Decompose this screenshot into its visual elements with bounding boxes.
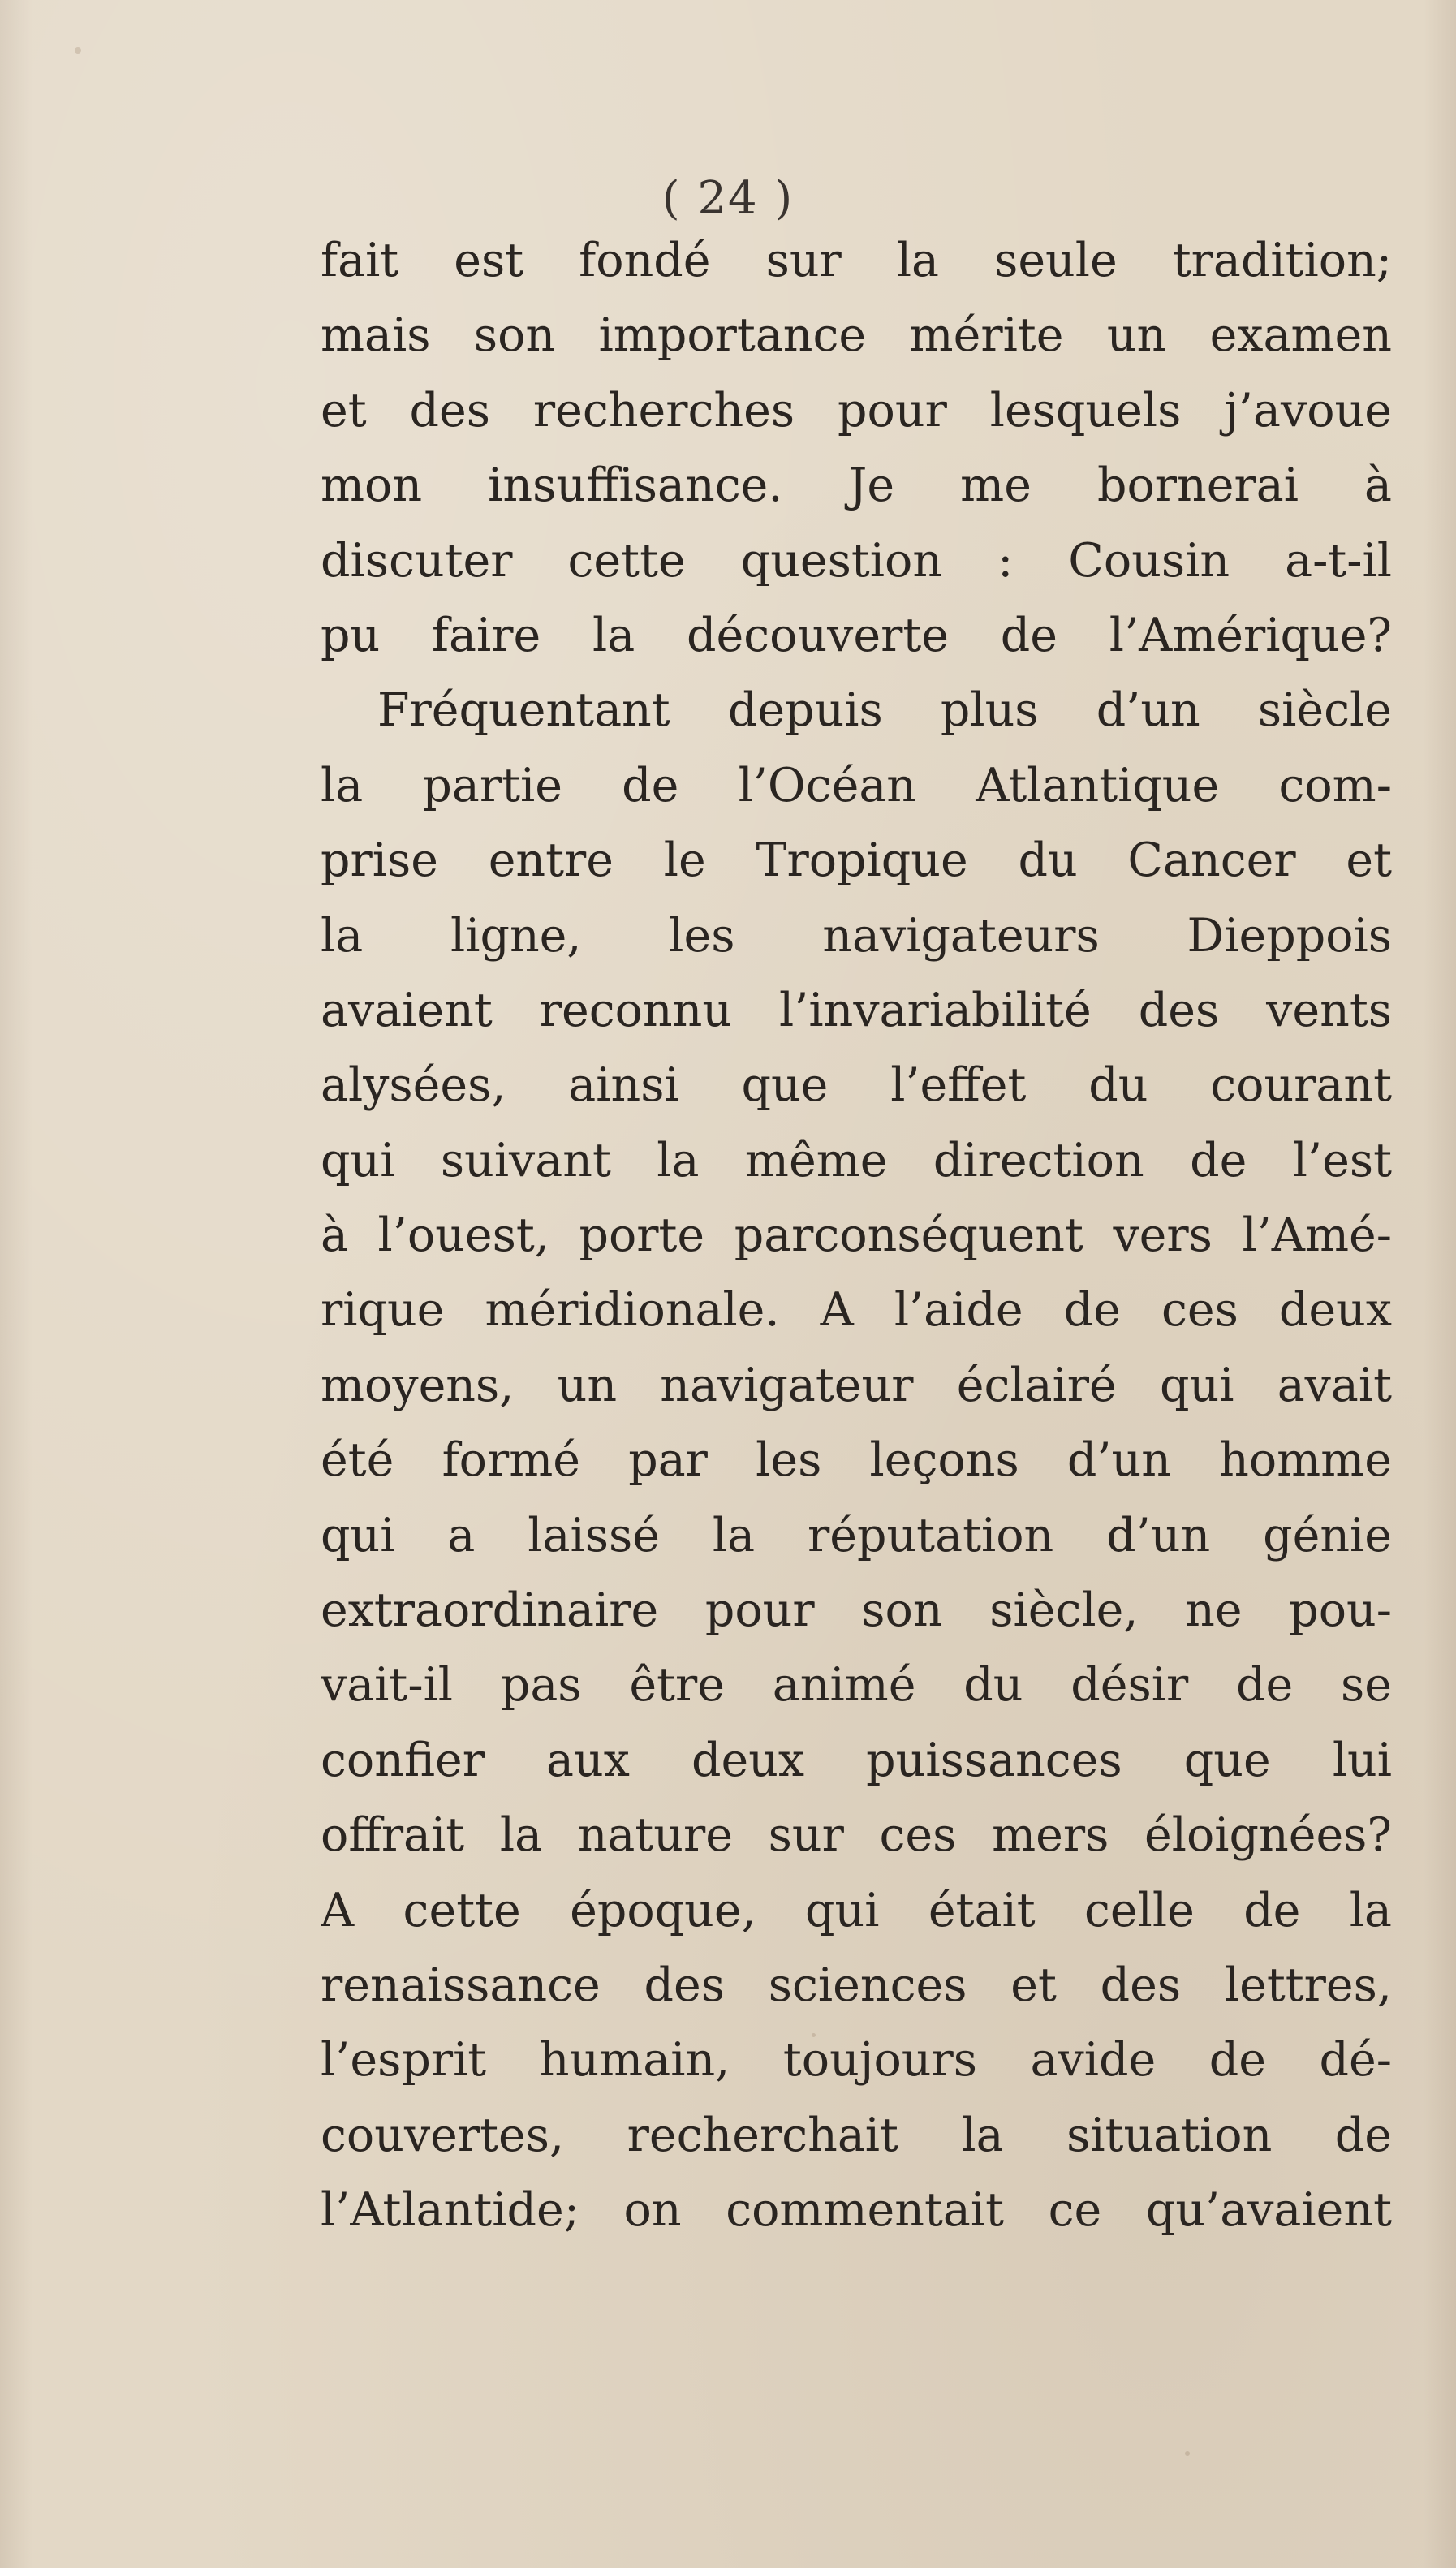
text-line: mais son importance mérite un examen bbox=[321, 308, 1392, 363]
text-line: A cette époque, qui était celle de la bbox=[321, 1883, 1392, 1937]
text-line: la partie de l’Océan Atlantique com- bbox=[321, 758, 1392, 812]
text-line: couvertes, recherchait la situation de bbox=[321, 2108, 1392, 2162]
paper-stain bbox=[1185, 2451, 1190, 2456]
page-number: ( 24 ) bbox=[661, 172, 795, 225]
paragraph-start-line: Fréquentant depuis plus d’un siècle bbox=[377, 683, 1392, 738]
text-line: alysées, ainsi que l’effet du courant bbox=[321, 1058, 1392, 1113]
text-line: mon insuffisance. Je me bornerai à bbox=[321, 459, 1392, 513]
text-line: discuter cette question : Cousin a-t-il bbox=[321, 533, 1392, 588]
text-line: à l’ouest, porte parconséquent vers l’Amé- bbox=[321, 1209, 1392, 1263]
text-line: été formé par les leçons d’un homme bbox=[321, 1433, 1392, 1488]
text-line: et des recherches pour lesquels j’avoue bbox=[321, 383, 1392, 437]
text-line: offrait la nature sur ces mers éloignées? bbox=[321, 1808, 1392, 1863]
text-line: la ligne, les navigateurs Dieppois bbox=[321, 908, 1392, 963]
text-line: avaient reconnu l’invariabilité des vents bbox=[321, 983, 1392, 1037]
text-line: rique méridionale. A l’aide de ces deux bbox=[321, 1283, 1392, 1338]
text-line: pu faire la découverte de l’Amérique? bbox=[321, 608, 1392, 662]
text-line: l’esprit humain, toujours avide de dé- bbox=[321, 2033, 1392, 2088]
body-text bbox=[321, 223, 1392, 2248]
text-line: renaissance des sciences et des lettres, bbox=[321, 1958, 1392, 2012]
text-line: prise entre le Tropique du Cancer et bbox=[321, 834, 1392, 888]
text-line: moyens, un navigateur éclairé qui avait bbox=[321, 1358, 1392, 1412]
text-line: qui a laissé la réputation d’un génie bbox=[321, 1508, 1392, 1562]
text-line: l’Atlantide; on commentait ce qu’avaient bbox=[321, 2183, 1392, 2238]
text-line: confier aux deux puissances que lui bbox=[321, 1733, 1392, 1787]
text-line: qui suivant la même direction de l’est bbox=[321, 1133, 1392, 1187]
paper-stain bbox=[75, 47, 81, 54]
text-line: fait est fondé sur la seule tradition; bbox=[321, 234, 1392, 287]
text-line: extraordinaire pour son siècle, ne pou- bbox=[321, 1583, 1392, 1638]
text-line: vait-il pas être animé du désir de se bbox=[321, 1658, 1392, 1713]
